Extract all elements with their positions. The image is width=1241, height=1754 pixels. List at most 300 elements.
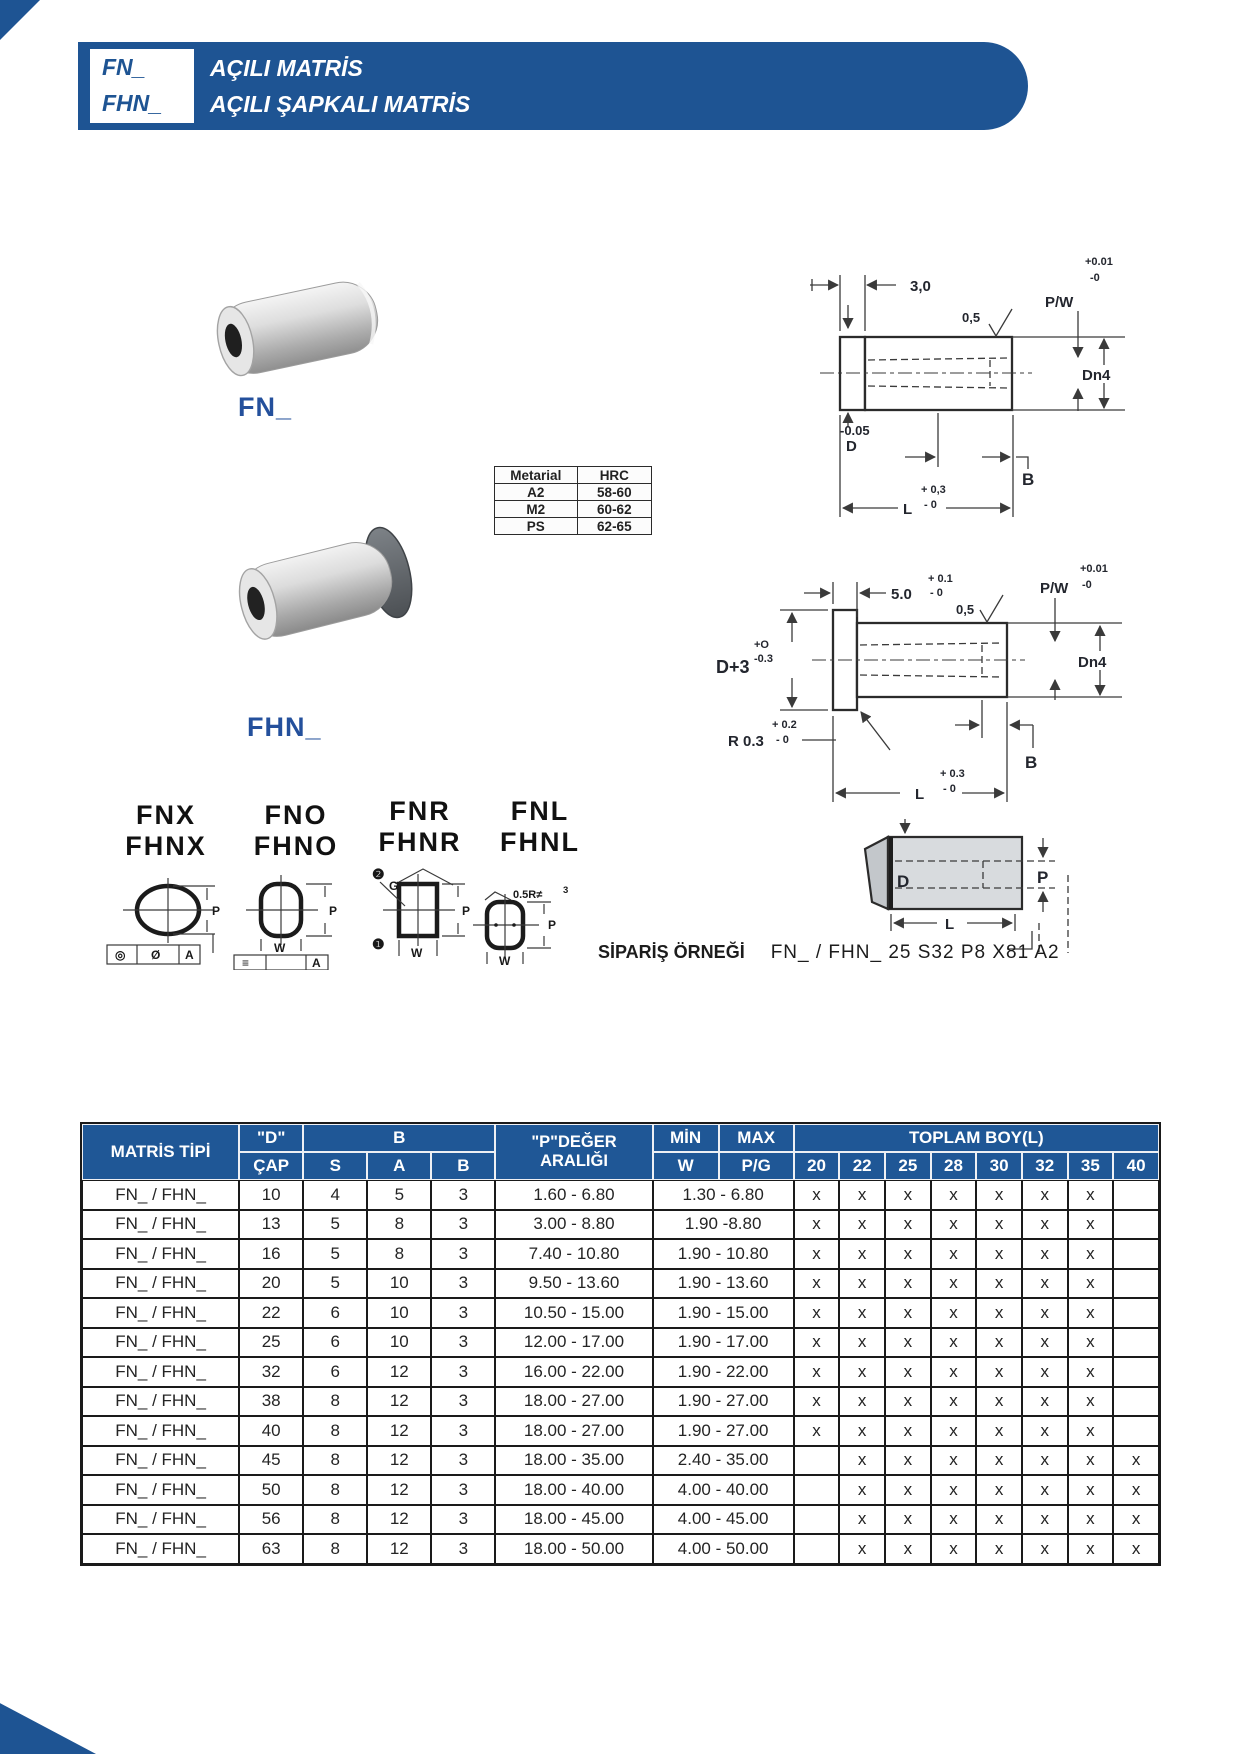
p-range-cell: 18.00 - 27.00: [495, 1416, 652, 1446]
availability-cell: x: [931, 1328, 977, 1358]
col-header-min: MİN: [653, 1124, 719, 1152]
a-cell: 12: [367, 1505, 431, 1535]
availability-cell: x: [931, 1505, 977, 1535]
variant-fnx: FNX: [136, 800, 196, 830]
variant-group-x: [104, 800, 228, 862]
availability-cell: x: [1113, 1475, 1159, 1505]
availability-cell: x: [1113, 1534, 1159, 1564]
s-cell: 8: [303, 1446, 367, 1476]
availability-cell: x: [1068, 1534, 1114, 1564]
top-left-corner-decoration: [0, 0, 40, 40]
fnl-cross-section: [455, 866, 583, 970]
availability-cell: [794, 1505, 840, 1535]
d-cap-cell: 56: [239, 1505, 303, 1535]
availability-cell: x: [931, 1239, 977, 1269]
availability-cell: x: [1068, 1475, 1114, 1505]
availability-cell: x: [1022, 1505, 1068, 1535]
svg-text:+0.01: +0.01: [1080, 563, 1108, 575]
availability-cell: x: [885, 1269, 931, 1299]
d-cap-cell: 10: [239, 1180, 303, 1210]
availability-cell: [1113, 1328, 1159, 1358]
availability-cell: x: [794, 1298, 840, 1328]
matris-type-cell: FN_ / FHN_: [82, 1446, 239, 1476]
hrc-value-cell: 62-65: [577, 518, 651, 535]
material-hardness-table: [494, 466, 652, 535]
availability-cell: x: [931, 1446, 977, 1476]
p-range-cell: 18.00 - 35.00: [495, 1446, 652, 1476]
availability-cell: x: [839, 1505, 885, 1535]
banner-title-2: AÇILI ŞAPKALI MATRİS: [210, 91, 471, 117]
matris-type-cell: FN_ / FHN_: [82, 1180, 239, 1210]
availability-cell: x: [1068, 1387, 1114, 1417]
availability-cell: x: [976, 1210, 1022, 1240]
availability-cell: x: [1022, 1446, 1068, 1476]
availability-cell: x: [839, 1534, 885, 1564]
svg-text:+0.01: +0.01: [1085, 256, 1113, 268]
b-cell: 3: [431, 1387, 495, 1417]
min-max-cell: 1.90 - 27.00: [653, 1387, 794, 1417]
s-cell: 6: [303, 1298, 367, 1328]
b-cell: 3: [431, 1269, 495, 1299]
material-name-cell: M2: [495, 501, 578, 518]
svg-text:A: A: [312, 956, 321, 970]
availability-cell: x: [931, 1298, 977, 1328]
availability-cell: x: [1022, 1416, 1068, 1446]
availability-cell: x: [1113, 1505, 1159, 1535]
availability-cell: x: [794, 1387, 840, 1417]
svg-text:P/W: P/W: [1040, 580, 1069, 597]
availability-cell: x: [1068, 1269, 1114, 1299]
p-range-cell: 10.50 - 15.00: [495, 1298, 652, 1328]
availability-cell: x: [976, 1357, 1022, 1387]
s-cell: 4: [303, 1180, 367, 1210]
p-range-cell: 18.00 - 50.00: [495, 1534, 652, 1564]
availability-cell: x: [1068, 1328, 1114, 1358]
availability-cell: x: [976, 1416, 1022, 1446]
product-code-box: [90, 49, 194, 123]
svg-text:P: P: [212, 904, 221, 918]
svg-text:+ 0.3: + 0.3: [940, 768, 965, 780]
svg-text:P: P: [1037, 868, 1049, 887]
p-range-cell: 18.00 - 27.00: [495, 1387, 652, 1417]
availability-cell: x: [1022, 1210, 1068, 1240]
matris-type-cell: FN_ / FHN_: [82, 1298, 239, 1328]
svg-text:- 0: - 0: [930, 587, 943, 599]
product-code-fhn: FHN_: [102, 90, 163, 116]
matris-type-cell: FN_ / FHN_: [82, 1534, 239, 1564]
availability-cell: x: [1022, 1475, 1068, 1505]
svg-text:P: P: [548, 918, 557, 932]
d-cap-cell: 25: [239, 1328, 303, 1358]
svg-text:D+3: D+3: [716, 657, 750, 677]
matris-type-cell: FN_ / FHN_: [82, 1239, 239, 1269]
min-max-cell: 1.90 - 27.00: [653, 1416, 794, 1446]
availability-cell: [1113, 1210, 1159, 1240]
material-row: [495, 484, 652, 501]
table-row: [82, 1387, 1159, 1417]
min-max-cell: 1.90 - 15.00: [653, 1298, 794, 1328]
svg-text:❷: ❷: [372, 866, 385, 882]
hrc-value-cell: 58-60: [577, 484, 651, 501]
svg-text:L: L: [945, 916, 955, 933]
availability-cell: x: [1022, 1357, 1068, 1387]
svg-text:P/W: P/W: [1045, 294, 1074, 311]
availability-cell: x: [1068, 1446, 1114, 1476]
material-col-header: Metarial: [495, 467, 578, 484]
fn-product-photo: [190, 252, 405, 402]
d-cap-cell: 50: [239, 1475, 303, 1505]
availability-cell: x: [839, 1416, 885, 1446]
s-cell: 8: [303, 1387, 367, 1417]
header-banner: [78, 42, 1028, 130]
a-cell: 5: [367, 1180, 431, 1210]
col-header-d: "D": [239, 1124, 303, 1152]
availability-cell: x: [839, 1475, 885, 1505]
svg-text:◎: ◎: [115, 948, 126, 962]
a-cell: 12: [367, 1357, 431, 1387]
col-header-length-22: 22: [839, 1152, 885, 1180]
availability-cell: x: [976, 1328, 1022, 1358]
b-cell: 3: [431, 1475, 495, 1505]
s-cell: 8: [303, 1505, 367, 1535]
a-cell: 8: [367, 1239, 431, 1269]
col-header-matris-tipi: MATRİS TİPİ: [82, 1124, 239, 1180]
availability-cell: [1113, 1269, 1159, 1299]
p-range-cell: 1.60 - 6.80: [495, 1180, 652, 1210]
availability-cell: x: [794, 1269, 840, 1299]
availability-cell: x: [1022, 1180, 1068, 1210]
table-row: [82, 1180, 1159, 1210]
s-cell: 5: [303, 1239, 367, 1269]
availability-cell: [794, 1534, 840, 1564]
availability-cell: x: [976, 1298, 1022, 1328]
s-cell: 8: [303, 1534, 367, 1564]
a-cell: 12: [367, 1446, 431, 1476]
col-header-max: MAX: [719, 1124, 794, 1152]
availability-cell: x: [931, 1357, 977, 1387]
table-row: [82, 1416, 1159, 1446]
p-range-cell: 9.50 - 13.60: [495, 1269, 652, 1299]
variant-group-r: [358, 796, 482, 858]
svg-text:0,5: 0,5: [962, 310, 981, 325]
p-range-cell: 7.40 - 10.80: [495, 1239, 652, 1269]
matris-type-cell: FN_ / FHN_: [82, 1328, 239, 1358]
min-max-cell: 1.30 - 6.80: [653, 1180, 794, 1210]
availability-cell: x: [1022, 1534, 1068, 1564]
availability-cell: [1113, 1387, 1159, 1417]
svg-text:Ø: Ø: [151, 948, 161, 962]
col-header-cap: ÇAP: [239, 1152, 303, 1180]
availability-cell: x: [885, 1210, 931, 1240]
availability-cell: x: [1068, 1416, 1114, 1446]
availability-cell: x: [839, 1357, 885, 1387]
variant-group-l: [478, 796, 602, 858]
s-cell: 8: [303, 1416, 367, 1446]
matris-type-cell: FN_ / FHN_: [82, 1269, 239, 1299]
svg-text:R 0.3: R 0.3: [728, 733, 764, 750]
p-deger-line2: ARALIĞI: [540, 1152, 608, 1170]
table-row: [82, 1505, 1159, 1535]
availability-cell: x: [931, 1416, 977, 1446]
d-cap-cell: 13: [239, 1210, 303, 1240]
svg-text:- 0: - 0: [943, 783, 956, 795]
a-cell: 10: [367, 1328, 431, 1358]
col-header-s: S: [303, 1152, 367, 1180]
availability-cell: x: [794, 1239, 840, 1269]
availability-cell: [1113, 1180, 1159, 1210]
b-cell: 3: [431, 1298, 495, 1328]
availability-cell: x: [885, 1416, 931, 1446]
min-max-cell: 4.00 - 40.00: [653, 1475, 794, 1505]
availability-cell: x: [839, 1328, 885, 1358]
availability-cell: x: [931, 1210, 977, 1240]
table-row: [82, 1298, 1159, 1328]
order-example-label: SİPARİŞ ÖRNEĞİ: [598, 942, 745, 962]
col-header-b-group: B: [303, 1124, 495, 1152]
min-max-cell: 1.90 -8.80: [653, 1210, 794, 1240]
s-cell: 8: [303, 1475, 367, 1505]
material-row: [495, 518, 652, 535]
variant-fhno: FHNO: [253, 831, 339, 861]
svg-text:- 0: - 0: [776, 734, 789, 746]
svg-text:P: P: [462, 904, 471, 918]
col-header-p-deger: [495, 1124, 652, 1180]
svg-text:W: W: [499, 954, 511, 968]
availability-cell: [1113, 1357, 1159, 1387]
bottom-left-corner-decoration: [0, 1692, 96, 1754]
availability-cell: x: [1068, 1298, 1114, 1328]
availability-cell: x: [839, 1387, 885, 1417]
s-cell: 5: [303, 1269, 367, 1299]
svg-text:+O: +O: [754, 639, 769, 651]
b-cell: 3: [431, 1180, 495, 1210]
p-deger-line1: "P"DEĞER: [531, 1133, 617, 1151]
matris-type-cell: FN_ / FHN_: [82, 1505, 239, 1535]
svg-text:B: B: [1025, 753, 1038, 772]
availability-cell: x: [839, 1269, 885, 1299]
fn-photo-label: FN_: [238, 392, 293, 422]
fhn-photo-label: FHN_: [247, 712, 322, 742]
svg-text:3,0: 3,0: [910, 278, 931, 295]
a-cell: 10: [367, 1298, 431, 1328]
svg-text:Dn4: Dn4: [1078, 654, 1107, 671]
svg-text:0,5: 0,5: [956, 602, 975, 617]
availability-cell: [794, 1475, 840, 1505]
matris-type-cell: FN_ / FHN_: [82, 1475, 239, 1505]
table-row: [82, 1328, 1159, 1358]
svg-text:P: P: [329, 904, 338, 918]
svg-text:G: G: [389, 879, 399, 893]
availability-cell: x: [1113, 1446, 1159, 1476]
table-row: [82, 1357, 1159, 1387]
col-header-length-20: 20: [794, 1152, 840, 1180]
p-range-cell: 3.00 - 8.80: [495, 1210, 652, 1240]
a-cell: 12: [367, 1416, 431, 1446]
availability-cell: x: [976, 1505, 1022, 1535]
a-cell: 12: [367, 1387, 431, 1417]
material-row: [495, 501, 652, 518]
b-cell: 3: [431, 1239, 495, 1269]
table-row: [82, 1534, 1159, 1564]
min-max-cell: 1.90 - 13.60: [653, 1269, 794, 1299]
availability-cell: x: [885, 1505, 931, 1535]
min-max-cell: 1.90 - 22.00: [653, 1357, 794, 1387]
fn-technical-drawing: [700, 225, 1140, 525]
availability-cell: x: [839, 1210, 885, 1240]
order-reference-drawing: [755, 725, 1090, 957]
availability-cell: x: [794, 1328, 840, 1358]
availability-cell: x: [976, 1475, 1022, 1505]
p-range-cell: 16.00 - 22.00: [495, 1357, 652, 1387]
availability-cell: x: [885, 1446, 931, 1476]
availability-cell: x: [976, 1239, 1022, 1269]
product-code-fn: FN_: [102, 54, 146, 80]
availability-cell: x: [839, 1239, 885, 1269]
s-cell: 5: [303, 1210, 367, 1240]
availability-cell: x: [931, 1269, 977, 1299]
p-range-cell: 12.00 - 17.00: [495, 1328, 652, 1358]
s-cell: 6: [303, 1328, 367, 1358]
d-cap-cell: 20: [239, 1269, 303, 1299]
b-cell: 3: [431, 1446, 495, 1476]
order-example-row: [598, 942, 1060, 964]
svg-text:D: D: [897, 872, 910, 891]
d-cap-cell: 40: [239, 1416, 303, 1446]
availability-cell: x: [885, 1239, 931, 1269]
a-cell: 10: [367, 1269, 431, 1299]
b-cell: 3: [431, 1328, 495, 1358]
a-cell: 12: [367, 1475, 431, 1505]
svg-text:-0: -0: [1090, 272, 1100, 284]
matris-type-cell: FN_ / FHN_: [82, 1210, 239, 1240]
material-name-cell: A2: [495, 484, 578, 501]
min-max-cell: 4.00 - 45.00: [653, 1505, 794, 1535]
svg-text:W: W: [274, 941, 286, 955]
availability-cell: [794, 1446, 840, 1476]
a-cell: 8: [367, 1210, 431, 1240]
availability-cell: x: [1022, 1328, 1068, 1358]
table-row: [82, 1475, 1159, 1505]
b-cell: 3: [431, 1357, 495, 1387]
availability-cell: x: [976, 1269, 1022, 1299]
fnx-cross-section: [95, 875, 245, 970]
col-header-length-32: 32: [1022, 1152, 1068, 1180]
availability-cell: x: [794, 1357, 840, 1387]
svg-text:A: A: [185, 948, 194, 962]
p-range-cell: 18.00 - 45.00: [495, 1505, 652, 1535]
table-row: [82, 1239, 1159, 1269]
d-cap-cell: 45: [239, 1446, 303, 1476]
table-row: [82, 1446, 1159, 1476]
svg-text:5.0: 5.0: [891, 586, 912, 603]
s-cell: 6: [303, 1357, 367, 1387]
availability-cell: x: [976, 1387, 1022, 1417]
col-header-toplam-boy: TOPLAM BOY(L): [794, 1124, 1159, 1152]
b-cell: 3: [431, 1505, 495, 1535]
availability-cell: x: [885, 1328, 931, 1358]
availability-cell: x: [885, 1534, 931, 1564]
banner-title-1: AÇILI MATRİS: [210, 55, 363, 81]
col-header-length-25: 25: [885, 1152, 931, 1180]
d-cap-cell: 22: [239, 1298, 303, 1328]
matris-dimension-table: [80, 1122, 1161, 1566]
availability-cell: [1113, 1416, 1159, 1446]
variant-fhnx: FHNX: [125, 831, 207, 861]
availability-cell: x: [1022, 1239, 1068, 1269]
availability-cell: x: [885, 1387, 931, 1417]
variant-fnr: FNR: [389, 796, 451, 826]
hrc-value-cell: 60-62: [577, 501, 651, 518]
availability-cell: x: [794, 1180, 840, 1210]
order-example-code: FN_ / FHN_ 25 S32 P8 X81 A2: [770, 942, 1060, 963]
availability-cell: x: [931, 1180, 977, 1210]
col-header-b: B: [431, 1152, 495, 1180]
material-name-cell: PS: [495, 518, 578, 535]
availability-cell: x: [1022, 1298, 1068, 1328]
availability-cell: x: [885, 1180, 931, 1210]
min-max-cell: 1.90 - 10.80: [653, 1239, 794, 1269]
a-cell: 12: [367, 1534, 431, 1564]
b-cell: 3: [431, 1534, 495, 1564]
col-header-a: A: [367, 1152, 431, 1180]
d-cap-cell: 38: [239, 1387, 303, 1417]
col-header-length-28: 28: [931, 1152, 977, 1180]
col-header-w: W: [653, 1152, 719, 1180]
svg-text:B: B: [1022, 470, 1035, 489]
availability-cell: x: [1068, 1239, 1114, 1269]
svg-text:0.5R≠: 0.5R≠: [513, 889, 543, 901]
col-header-length-35: 35: [1068, 1152, 1114, 1180]
banner-titles: [210, 50, 470, 122]
svg-text:+ 0,3: + 0,3: [921, 484, 946, 496]
b-cell: 3: [431, 1210, 495, 1240]
svg-text:❶: ❶: [372, 936, 385, 952]
svg-text:- 0: - 0: [924, 499, 937, 511]
svg-text:-0: -0: [1082, 579, 1092, 591]
availability-cell: x: [931, 1387, 977, 1417]
d-cap-cell: 16: [239, 1239, 303, 1269]
availability-cell: x: [976, 1534, 1022, 1564]
availability-cell: x: [885, 1357, 931, 1387]
p-range-cell: 18.00 - 40.00: [495, 1475, 652, 1505]
matris-type-cell: FN_ / FHN_: [82, 1416, 239, 1446]
hrc-col-header: HRC: [577, 467, 651, 484]
min-max-cell: 2.40 - 35.00: [653, 1446, 794, 1476]
min-max-cell: 1.90 - 17.00: [653, 1328, 794, 1358]
availability-cell: x: [1068, 1180, 1114, 1210]
availability-cell: x: [885, 1475, 931, 1505]
svg-text:D: D: [846, 438, 857, 455]
fhn-product-photo: [212, 505, 432, 670]
col-header-pg: P/G: [719, 1152, 794, 1180]
availability-cell: x: [931, 1475, 977, 1505]
availability-cell: [1113, 1298, 1159, 1328]
availability-cell: x: [1068, 1505, 1114, 1535]
availability-cell: x: [794, 1210, 840, 1240]
svg-text:L: L: [903, 501, 913, 518]
col-header-length-40: 40: [1113, 1152, 1159, 1180]
d-cap-cell: 63: [239, 1534, 303, 1564]
variant-group-o: [234, 800, 358, 862]
svg-text:3: 3: [563, 885, 569, 896]
svg-text:Dn4: Dn4: [1082, 367, 1111, 384]
availability-cell: x: [839, 1180, 885, 1210]
availability-cell: x: [839, 1298, 885, 1328]
availability-cell: [1113, 1239, 1159, 1269]
d-cap-cell: 32: [239, 1357, 303, 1387]
min-max-cell: 4.00 - 50.00: [653, 1534, 794, 1564]
fno-cross-section: [232, 875, 352, 970]
